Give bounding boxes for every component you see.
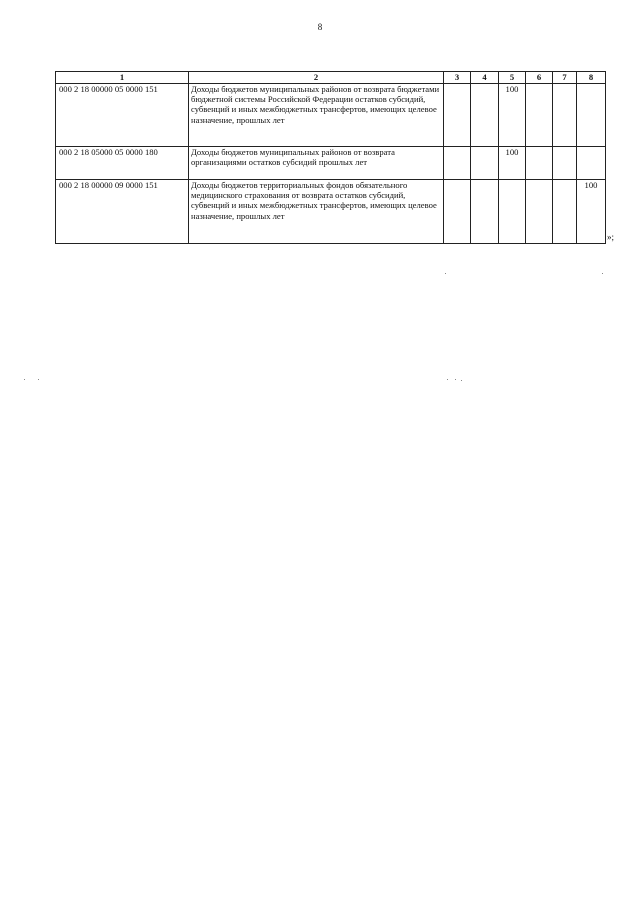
revenue-code: 000 2 18 00000 05 0000 151 bbox=[56, 84, 189, 147]
revenue-code: 000 2 18 05000 05 0000 180 bbox=[56, 147, 189, 180]
scan-speck bbox=[24, 379, 25, 380]
scan-speck bbox=[455, 379, 456, 380]
table-row bbox=[56, 180, 606, 244]
value-col-8 bbox=[577, 84, 606, 147]
scan-speck bbox=[602, 273, 603, 274]
page-number: 8 bbox=[317, 22, 323, 32]
header-col-2: 2 bbox=[189, 72, 444, 84]
value-col-4 bbox=[471, 147, 499, 180]
table-row bbox=[56, 147, 606, 180]
value-col-4 bbox=[471, 84, 499, 147]
revenue-description: Доходы бюджетов территориальных фондов обязательного медицинского страхования от возврата остатков субсидий, субвенций и иных межбюджетных трансфертов, имеющих целевое назначение, прошлых лет bbox=[189, 180, 444, 244]
scan-speck bbox=[447, 379, 448, 380]
header-col-4: 4 bbox=[471, 72, 499, 84]
value-col-7 bbox=[553, 180, 577, 244]
value-col-5: 100 bbox=[499, 147, 526, 180]
header-col-1: 1 bbox=[56, 72, 189, 84]
value-col-4 bbox=[471, 180, 499, 244]
header-col-3: 3 bbox=[444, 72, 471, 84]
value-col-7 bbox=[553, 84, 577, 147]
value-col-3 bbox=[444, 147, 471, 180]
value-col-3 bbox=[444, 180, 471, 244]
value-col-8: 100 bbox=[577, 180, 606, 244]
value-col-8 bbox=[577, 147, 606, 180]
value-col-5 bbox=[499, 180, 526, 244]
revenue-description: Доходы бюджетов муниципальных районов от возврата бюджетами бюджетной системы Российской Федерации остатков субсидий, субвенций и иных межбюджетных трансфертов, имеющих целевое назначение, прошлых лет bbox=[189, 84, 444, 147]
scan-speck bbox=[461, 380, 462, 381]
scan-speck bbox=[38, 379, 39, 380]
value-col-7 bbox=[553, 147, 577, 180]
budget-revenue-table bbox=[55, 71, 606, 244]
header-col-5: 5 bbox=[499, 72, 526, 84]
revenue-code: 000 2 18 00000 09 0000 151 bbox=[56, 180, 189, 244]
value-col-5: 100 bbox=[499, 84, 526, 147]
header-col-8: 8 bbox=[577, 72, 606, 84]
value-col-6 bbox=[526, 84, 553, 147]
value-col-3 bbox=[444, 84, 471, 147]
value-col-6 bbox=[526, 180, 553, 244]
revenue-description: Доходы бюджетов муниципальных районов от возврата организациями остатков субсидий прошлых лет bbox=[189, 147, 444, 180]
header-col-7: 7 bbox=[553, 72, 577, 84]
header-col-6: 6 bbox=[526, 72, 553, 84]
table-row bbox=[56, 84, 606, 147]
scan-speck bbox=[445, 273, 446, 274]
value-col-6 bbox=[526, 147, 553, 180]
closing-quote-mark: »; bbox=[607, 232, 615, 242]
table-header-row bbox=[56, 72, 606, 84]
